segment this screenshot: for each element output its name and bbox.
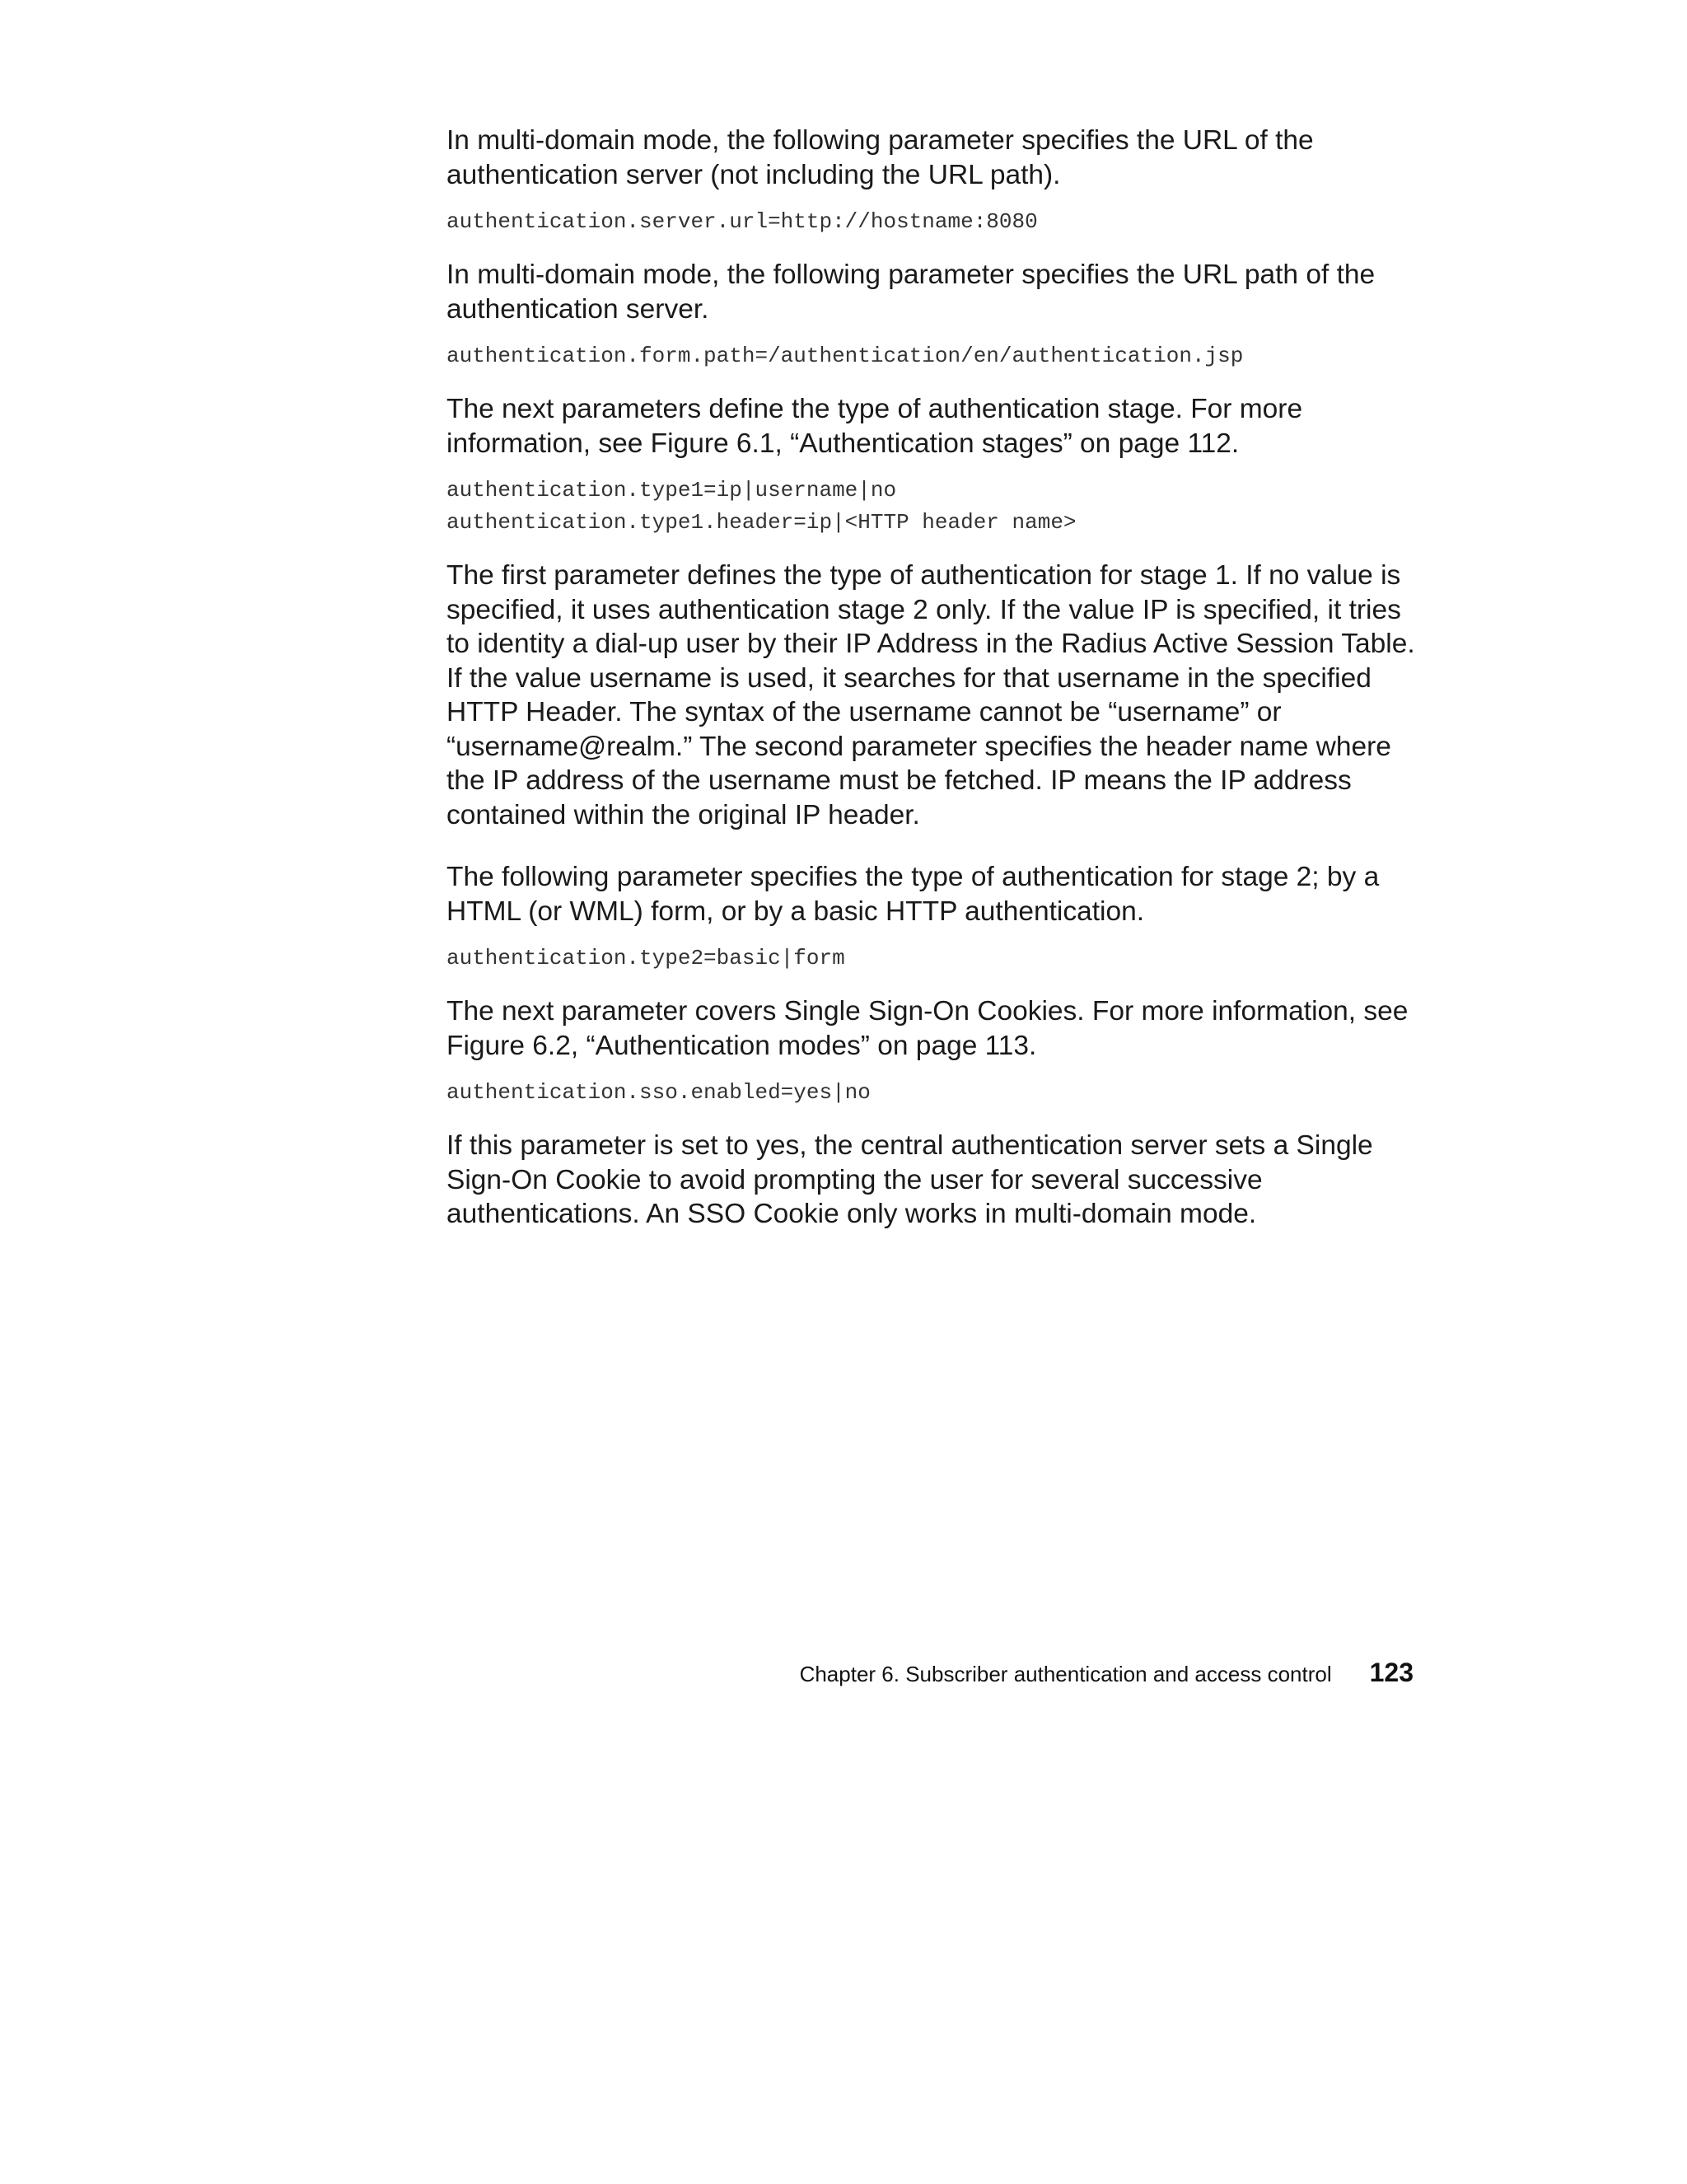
paragraph-form-path-intro: In multi-domain mode, the following parameter specifies the URL path of the authentication server. xyxy=(446,260,1376,325)
code-auth-type1-header: authentication.type1.header=ip|<HTTP header name> xyxy=(446,510,1077,535)
page-body xyxy=(446,124,1418,1232)
code-form-path: authentication.form.path=/authentication/en/authentication.jsp xyxy=(446,344,1244,368)
paragraph-sso-explanation: If this parameter is set to yes, the central authentication server sets a Single Sign-On Cookie to avoid prompting the user for several successive authentications. An SSO Cookie only works in multi-domain mode. xyxy=(446,1130,1373,1229)
code-auth-type1: authentication.type1=ip|username|no xyxy=(446,478,897,503)
code-sso-enabled: authentication.sso.enabled=yes|no xyxy=(446,1080,871,1105)
paragraph-sso-intro: The next parameter covers Single Sign-On Cookies. For more information, see Figure 6.2, “Authentication modes” on page 113. xyxy=(446,996,1409,1061)
paragraph-auth-stage-intro: The next parameters define the type of authentication stage. For more information, see Figure 6.1, “Authentication stages” on page 112. xyxy=(446,394,1303,459)
paragraph-stage2-intro: The following parameter specifies the type of authentication for stage 2; by a HTML (or WML) form, or by a basic HTTP authentication. xyxy=(446,862,1380,927)
code-server-url: authentication.server.url=http://hostname:8080 xyxy=(446,209,1038,234)
paragraph-stage1-explanation: The first parameter defines the type of authentication for stage 1. If no value is specified, it uses authentication stage 2 only. If the value IP is specified, it tries to identity a dial-up user by their IP Address in the Radius Active Session Table. If the value username is used, it searches for that username in the specified HTTP Header. The syntax of the username cannot be “username” or “username@realm.” The second parameter specifies the header name where the IP address of the username must be fetched. IP means the IP address contained within the original IP header. xyxy=(446,560,1415,830)
page-footer xyxy=(800,1658,1414,1688)
code-auth-type2: authentication.type2=basic|form xyxy=(446,946,845,970)
paragraph-server-url-intro: In multi-domain mode, the following parameter specifies the URL of the authentication server (not including the URL path). xyxy=(446,125,1314,190)
page-number: 123 xyxy=(1369,1658,1414,1687)
footer-chapter-title: Chapter 6. Subscriber authentication and access control xyxy=(799,1662,1332,1686)
